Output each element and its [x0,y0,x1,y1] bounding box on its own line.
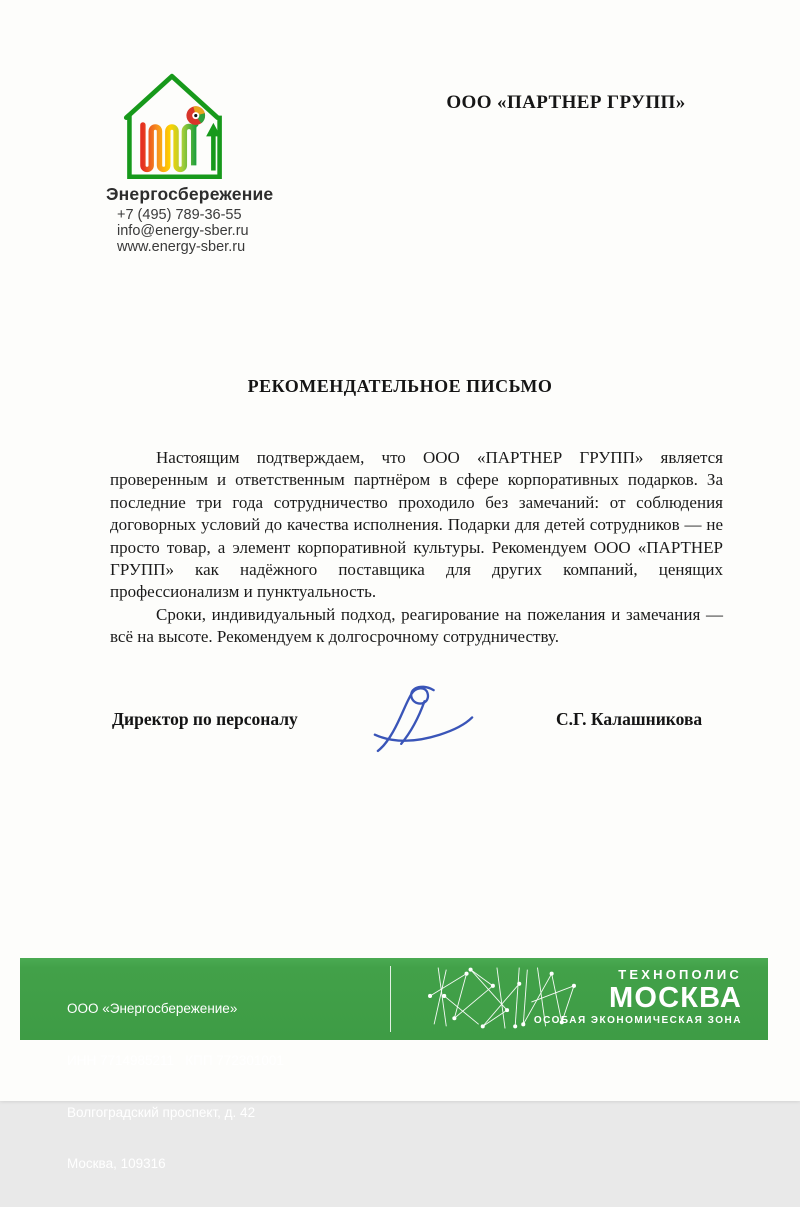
technopolis-wordmark [534,967,742,1027]
company-header: ООО «ПАРТНЕР ГРУПП» [446,92,686,113]
moscow-label: МОСКВА [609,982,742,1014]
footer-divider [390,966,391,1032]
document-title: РЕКОМЕНДАТЕЛЬНОЕ ПИСЬМО [247,376,553,396]
technopolis-label: ТЕХНОПОЛИС [618,967,742,982]
letterhead-contacts [117,207,337,256]
website-url: www.energy-sber.ru [117,239,246,256]
signer-position: Директор по персоналу [112,709,298,729]
footer-company-name: ООО «Энергосбережение» [67,1001,238,1017]
footer-company-details [67,966,284,1207]
signer-name: С.Г. Калашникова [556,709,703,729]
footer-city-zip: Москва, 109316 [67,1156,166,1172]
sez-label: ОСОБАЯ ЭКОНОМИЧЕСКАЯ ЗОНА [533,1015,742,1026]
footer-address: Волгоградский проспект, д. 42 [67,1104,256,1120]
handwritten-signature-icon [366,681,484,757]
footer-bar [20,958,768,1172]
brand-name: Энергосбережение [106,184,274,204]
letter-body [110,447,723,649]
footer-inn-kpp: ИНН 7714985211 КПП 772301001 [67,1053,284,1069]
gauge-icon [186,106,205,125]
energy-house-logo-icon [122,70,226,184]
paragraph-2: Сроки, индивидуальный подход, реагирование на пожелания и замечания — всё на высоте. Рекомендуем к долгосрочному сотрудничеству. [110,604,723,647]
paragraph-1: Настоящим подтверждаем, что ООО «ПАРТНЕР ГРУПП» является проверенным и ответственным партнёром в сфере корпоративных подарков. За последние три года сотрудничество проходило без замечаний: от соблюдения договорных условий до качества исполнения. Подарки для детей сотрудников — не просто товар, а элемент корпоративной культуры. Рекомендуем ООО «ПАРТНЕР ГРУПП» как надёжного поставщика для других компаний, ценящих профессионализм и пунктуальность. [110,448,723,602]
phone-number: +7 (495) 789-36-55 [117,207,242,223]
email-address: info@energy-sber.ru [117,223,249,240]
